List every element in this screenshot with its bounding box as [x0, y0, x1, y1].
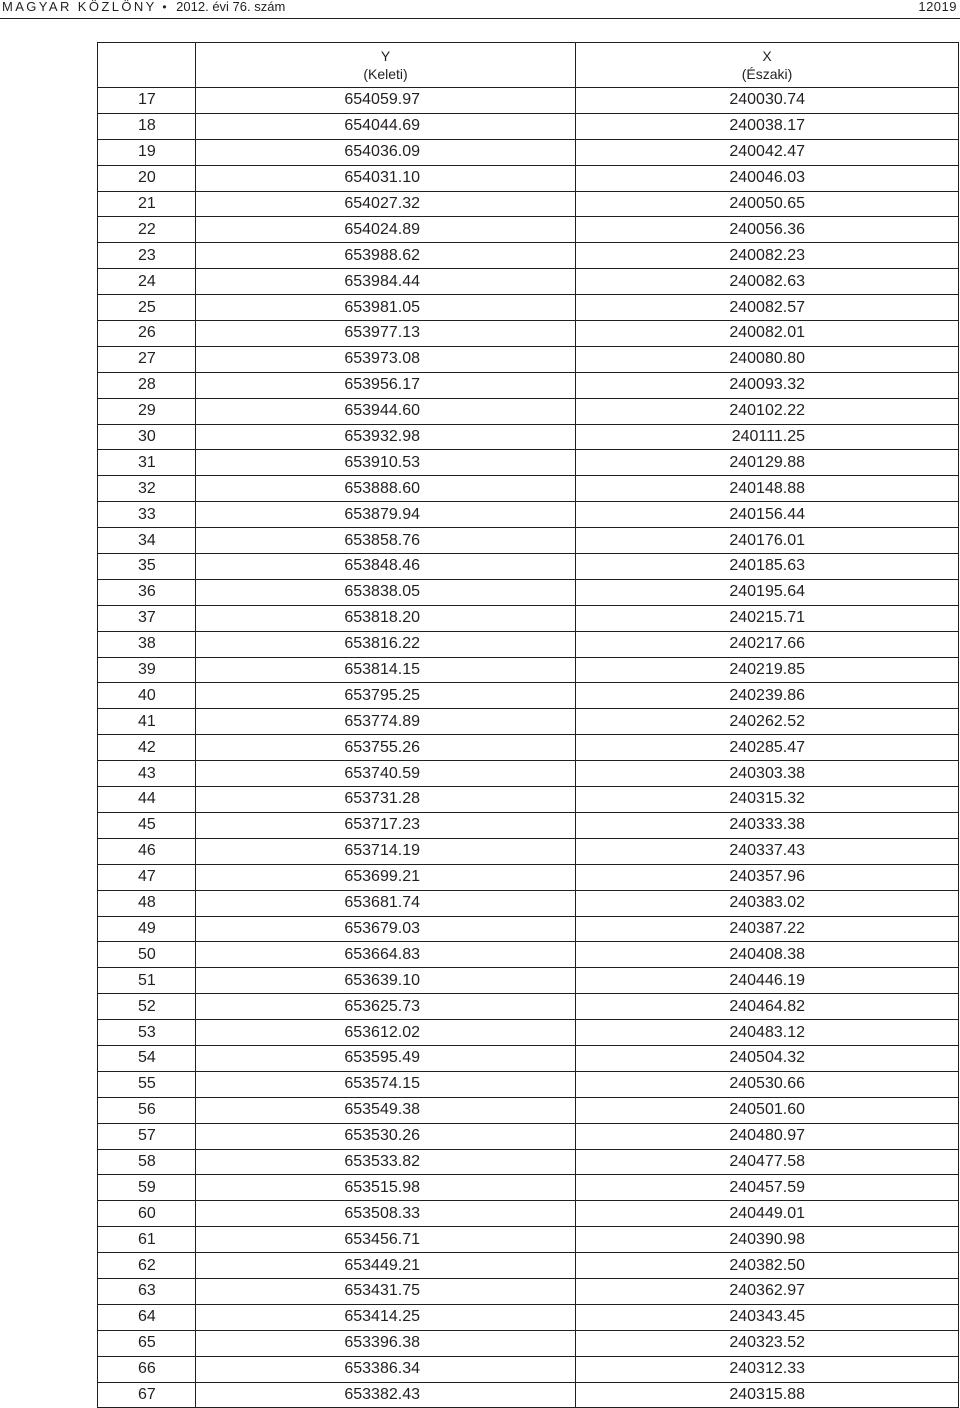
x-coordinate-cell: 240050.65 — [576, 191, 959, 217]
x-coordinate-cell: 240217.66 — [576, 631, 959, 657]
x-coordinate-cell: 240357.96 — [576, 864, 959, 890]
y-coordinate-cell: 653679.03 — [196, 916, 576, 942]
table-row — [98, 994, 959, 1020]
x-coordinate-cell: 240312.33 — [576, 1356, 959, 1382]
table-row — [98, 1227, 959, 1253]
point-id-cell: 30 — [98, 424, 196, 450]
point-id-cell: 43 — [98, 761, 196, 787]
y-coordinate-cell: 653549.38 — [196, 1097, 576, 1123]
point-id-cell: 32 — [98, 476, 196, 502]
point-id-cell: 25 — [98, 295, 196, 321]
y-coordinate-cell: 653910.53 — [196, 450, 576, 476]
y-coordinate-cell: 653431.75 — [196, 1278, 576, 1304]
coordinates-table — [97, 42, 959, 1408]
x-coordinate-cell: 240046.03 — [576, 165, 959, 191]
x-coordinate-cell: 240176.01 — [576, 528, 959, 554]
point-id-cell: 37 — [98, 605, 196, 631]
y-coordinate-cell: 654059.97 — [196, 88, 576, 114]
point-id-cell: 65 — [98, 1330, 196, 1356]
y-coordinate-cell: 653858.76 — [196, 528, 576, 554]
table-row — [98, 217, 959, 243]
table-row — [98, 346, 959, 372]
point-id-cell: 33 — [98, 502, 196, 528]
y-coordinate-cell: 653533.82 — [196, 1149, 576, 1175]
point-id-cell: 53 — [98, 1020, 196, 1046]
x-coordinate-cell: 240262.52 — [576, 709, 959, 735]
x-coordinate-cell: 240030.74 — [576, 88, 959, 114]
x-coordinate-cell: 240219.85 — [576, 657, 959, 683]
table-row — [98, 1356, 959, 1382]
y-coordinate-cell: 653699.21 — [196, 864, 576, 890]
x-coordinate-cell: 240195.64 — [576, 579, 959, 605]
column-header-y-sublabel: (Keleti) — [363, 66, 408, 82]
point-id-cell: 54 — [98, 1045, 196, 1071]
table-row — [98, 528, 959, 554]
y-coordinate-cell: 653795.25 — [196, 683, 576, 709]
point-id-cell: 36 — [98, 579, 196, 605]
x-coordinate-cell: 240383.02 — [576, 890, 959, 916]
table-row — [98, 1382, 959, 1408]
table-row — [98, 502, 959, 528]
point-id-cell: 58 — [98, 1149, 196, 1175]
table-row — [98, 113, 959, 139]
y-coordinate-cell: 654044.69 — [196, 113, 576, 139]
y-coordinate-cell: 653574.15 — [196, 1071, 576, 1097]
x-coordinate-cell: 240185.63 — [576, 554, 959, 580]
point-id-cell: 66 — [98, 1356, 196, 1382]
point-id-cell: 46 — [98, 838, 196, 864]
table-row — [98, 1071, 959, 1097]
y-coordinate-cell: 653382.43 — [196, 1382, 576, 1408]
table-row — [98, 1045, 959, 1071]
table-row — [98, 450, 959, 476]
y-coordinate-cell: 653530.26 — [196, 1123, 576, 1149]
x-coordinate-cell: 240303.38 — [576, 761, 959, 787]
point-id-cell: 59 — [98, 1175, 196, 1201]
x-coordinate-cell: 240082.63 — [576, 269, 959, 295]
y-coordinate-cell: 653386.34 — [196, 1356, 576, 1382]
y-coordinate-cell: 653515.98 — [196, 1175, 576, 1201]
table-row — [98, 165, 959, 191]
table-row — [98, 864, 959, 890]
point-id-cell: 39 — [98, 657, 196, 683]
table-row — [98, 605, 959, 631]
x-coordinate-cell: 240156.44 — [576, 502, 959, 528]
x-coordinate-cell: 240082.57 — [576, 295, 959, 321]
y-coordinate-cell: 653932.98 — [196, 424, 576, 450]
point-id-cell: 57 — [98, 1123, 196, 1149]
y-coordinate-cell: 653714.19 — [196, 838, 576, 864]
y-coordinate-cell: 653973.08 — [196, 346, 576, 372]
x-coordinate-cell: 240129.88 — [576, 450, 959, 476]
table-row — [98, 761, 959, 787]
point-id-cell: 45 — [98, 812, 196, 838]
y-coordinate-cell: 653449.21 — [196, 1253, 576, 1279]
point-id-cell: 51 — [98, 968, 196, 994]
y-coordinate-cell: 653681.74 — [196, 890, 576, 916]
y-coordinate-cell: 653984.44 — [196, 269, 576, 295]
y-coordinate-cell: 653508.33 — [196, 1201, 576, 1227]
y-coordinate-cell: 653838.05 — [196, 579, 576, 605]
table-row — [98, 476, 959, 502]
point-id-cell: 29 — [98, 398, 196, 424]
column-header-x — [576, 43, 959, 88]
y-coordinate-cell: 653595.49 — [196, 1045, 576, 1071]
header-divider — [0, 18, 960, 19]
y-coordinate-cell: 653414.25 — [196, 1304, 576, 1330]
x-coordinate-cell: 240239.86 — [576, 683, 959, 709]
x-coordinate-cell: 240056.36 — [576, 217, 959, 243]
table-row — [98, 579, 959, 605]
point-id-cell: 67 — [98, 1382, 196, 1408]
table-row — [98, 631, 959, 657]
table-row — [98, 1149, 959, 1175]
table-body — [98, 88, 959, 1408]
x-coordinate-cell: 240333.38 — [576, 812, 959, 838]
table-row — [98, 942, 959, 968]
y-coordinate-cell: 653816.22 — [196, 631, 576, 657]
table-row — [98, 269, 959, 295]
point-id-cell: 20 — [98, 165, 196, 191]
y-coordinate-cell: 653944.60 — [196, 398, 576, 424]
x-coordinate-cell: 240343.45 — [576, 1304, 959, 1330]
column-header-x-sublabel: (Északi) — [741, 66, 793, 82]
x-coordinate-cell: 240480.97 — [576, 1123, 959, 1149]
table-row — [98, 683, 959, 709]
table-row — [98, 812, 959, 838]
table-row — [98, 88, 959, 114]
page-header — [0, 0, 960, 18]
bullet-separator: • — [162, 0, 167, 14]
point-id-cell: 50 — [98, 942, 196, 968]
x-coordinate-cell: 240042.47 — [576, 139, 959, 165]
x-coordinate-cell: 240390.98 — [576, 1227, 959, 1253]
point-id-cell: 35 — [98, 554, 196, 580]
point-id-cell: 22 — [98, 217, 196, 243]
point-id-cell: 17 — [98, 88, 196, 114]
table-row — [98, 1020, 959, 1046]
table-row — [98, 424, 959, 450]
table-row — [98, 1097, 959, 1123]
point-id-cell: 63 — [98, 1278, 196, 1304]
point-id-cell: 61 — [98, 1227, 196, 1253]
point-id-cell: 48 — [98, 890, 196, 916]
table-row — [98, 1201, 959, 1227]
x-coordinate-cell: 240148.88 — [576, 476, 959, 502]
y-coordinate-cell: 653879.94 — [196, 502, 576, 528]
table-row — [98, 372, 959, 398]
table-row — [98, 968, 959, 994]
table-row — [98, 1278, 959, 1304]
x-coordinate-cell: 240483.12 — [576, 1020, 959, 1046]
issue-label: 2012. évi 76. szám — [176, 0, 286, 14]
table-row — [98, 191, 959, 217]
y-coordinate-cell: 653731.28 — [196, 787, 576, 813]
x-coordinate-cell: 240362.97 — [576, 1278, 959, 1304]
point-id-cell: 64 — [98, 1304, 196, 1330]
y-coordinate-cell: 653956.17 — [196, 372, 576, 398]
table-header-row — [98, 43, 959, 88]
x-coordinate-cell: 240501.60 — [576, 1097, 959, 1123]
table-row — [98, 787, 959, 813]
y-coordinate-cell: 653848.46 — [196, 554, 576, 580]
x-coordinate-cell: 240387.22 — [576, 916, 959, 942]
point-id-cell: 40 — [98, 683, 196, 709]
column-header-id — [98, 43, 196, 88]
y-coordinate-cell: 653988.62 — [196, 243, 576, 269]
point-id-cell: 26 — [98, 321, 196, 347]
y-coordinate-cell: 654031.10 — [196, 165, 576, 191]
point-id-cell: 42 — [98, 735, 196, 761]
y-coordinate-cell: 653814.15 — [196, 657, 576, 683]
point-id-cell: 55 — [98, 1071, 196, 1097]
y-coordinate-cell: 653888.60 — [196, 476, 576, 502]
x-coordinate-cell: 240285.47 — [576, 735, 959, 761]
table-row — [98, 1175, 959, 1201]
x-coordinate-cell: 240464.82 — [576, 994, 959, 1020]
y-coordinate-cell: 653774.89 — [196, 709, 576, 735]
table-row — [98, 243, 959, 269]
point-id-cell: 19 — [98, 139, 196, 165]
x-coordinate-cell: 240323.52 — [576, 1330, 959, 1356]
point-id-cell: 21 — [98, 191, 196, 217]
x-coordinate-cell: 240215.71 — [576, 605, 959, 631]
table-row — [98, 890, 959, 916]
y-coordinate-cell: 653625.73 — [196, 994, 576, 1020]
point-id-cell: 44 — [98, 787, 196, 813]
x-coordinate-cell: 240337.43 — [576, 838, 959, 864]
x-coordinate-cell: 240382.50 — [576, 1253, 959, 1279]
point-id-cell: 47 — [98, 864, 196, 890]
x-coordinate-cell: 240102.22 — [576, 398, 959, 424]
y-coordinate-cell: 654027.32 — [196, 191, 576, 217]
point-id-cell: 38 — [98, 631, 196, 657]
point-id-cell: 52 — [98, 994, 196, 1020]
table-row — [98, 1304, 959, 1330]
header-left — [2, 0, 285, 14]
y-coordinate-cell: 653818.20 — [196, 605, 576, 631]
x-coordinate-cell: 240457.59 — [576, 1175, 959, 1201]
table-row — [98, 139, 959, 165]
x-coordinate-cell: 240446.19 — [576, 968, 959, 994]
point-id-cell: 41 — [98, 709, 196, 735]
point-id-cell: 56 — [98, 1097, 196, 1123]
x-coordinate-cell: 240408.38 — [576, 942, 959, 968]
x-coordinate-cell: 240082.01 — [576, 321, 959, 347]
x-coordinate-cell: 240530.66 — [576, 1071, 959, 1097]
table-row — [98, 1330, 959, 1356]
table-row — [98, 1123, 959, 1149]
x-coordinate-cell: 240504.32 — [576, 1045, 959, 1071]
table-row — [98, 398, 959, 424]
table-row — [98, 657, 959, 683]
y-coordinate-cell: 653456.71 — [196, 1227, 576, 1253]
y-coordinate-cell: 653717.23 — [196, 812, 576, 838]
table-row — [98, 321, 959, 347]
point-id-cell: 28 — [98, 372, 196, 398]
x-coordinate-cell: 240080.80 — [576, 346, 959, 372]
y-coordinate-cell: 654036.09 — [196, 139, 576, 165]
y-coordinate-cell: 653977.13 — [196, 321, 576, 347]
x-coordinate-cell: 240093.32 — [576, 372, 959, 398]
y-coordinate-cell: 653396.38 — [196, 1330, 576, 1356]
publication-name: MAGYAR KÖZLÖNY — [2, 0, 157, 14]
table-row — [98, 838, 959, 864]
table-row — [98, 916, 959, 942]
column-header-y — [196, 43, 576, 88]
y-coordinate-cell: 654024.89 — [196, 217, 576, 243]
y-coordinate-cell: 653612.02 — [196, 1020, 576, 1046]
point-id-cell: 18 — [98, 113, 196, 139]
x-coordinate-cell: 240315.88 — [576, 1382, 959, 1408]
x-coordinate-cell: 240111.25 — [576, 424, 959, 450]
x-coordinate-cell: 240449.01 — [576, 1201, 959, 1227]
y-coordinate-cell: 653639.10 — [196, 968, 576, 994]
y-coordinate-cell: 653664.83 — [196, 942, 576, 968]
y-coordinate-cell: 653740.59 — [196, 761, 576, 787]
point-id-cell: 31 — [98, 450, 196, 476]
column-header-y-label: Y — [380, 48, 391, 64]
table-row — [98, 554, 959, 580]
point-id-cell: 24 — [98, 269, 196, 295]
page-number: 12019 — [918, 0, 957, 14]
x-coordinate-cell: 240477.58 — [576, 1149, 959, 1175]
point-id-cell: 27 — [98, 346, 196, 372]
table-row — [98, 709, 959, 735]
point-id-cell: 49 — [98, 916, 196, 942]
point-id-cell: 62 — [98, 1253, 196, 1279]
point-id-cell: 23 — [98, 243, 196, 269]
column-header-x-label: X — [762, 48, 772, 64]
table-row — [98, 1253, 959, 1279]
table-row — [98, 295, 959, 321]
x-coordinate-cell: 240082.23 — [576, 243, 959, 269]
x-coordinate-cell: 240315.32 — [576, 787, 959, 813]
y-coordinate-cell: 653981.05 — [196, 295, 576, 321]
x-coordinate-cell: 240038.17 — [576, 113, 959, 139]
table-row — [98, 735, 959, 761]
point-id-cell: 60 — [98, 1201, 196, 1227]
point-id-cell: 34 — [98, 528, 196, 554]
y-coordinate-cell: 653755.26 — [196, 735, 576, 761]
